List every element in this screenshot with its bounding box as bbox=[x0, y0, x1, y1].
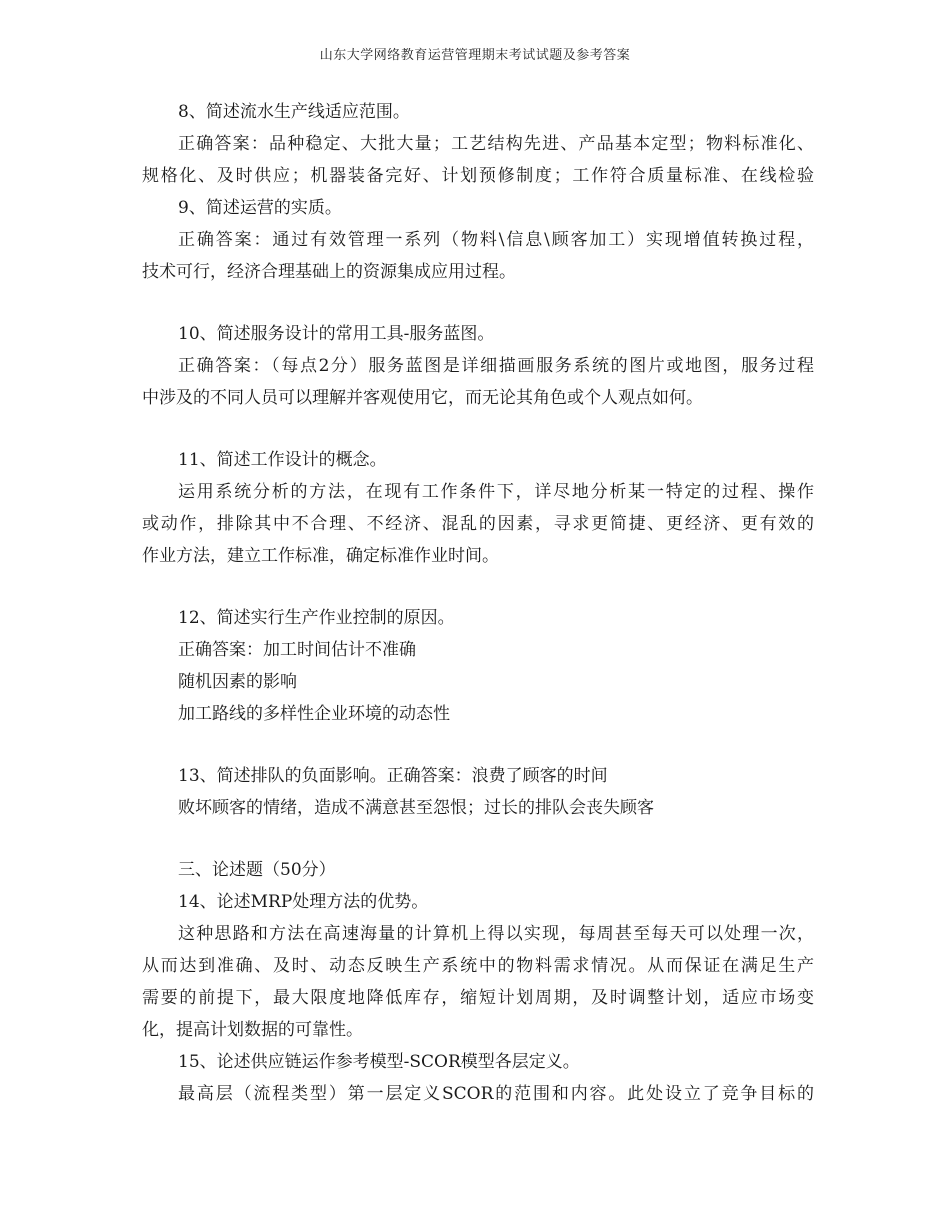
answer-9-line-2: 技术可行，经济合理基础上的资源集成应用过程。 bbox=[142, 262, 516, 282]
answer-14-line-1: 这种思路和方法在高速海量的计算机上得以实现，每周甚至每天可以处理一次， bbox=[178, 924, 814, 944]
answer-14-line-3: 需要的前提下，最大限度地降低库存，缩短计划周期，及时调整计划，适应市场变 bbox=[142, 988, 814, 1008]
answer-12-line-3: 加工路线的多样性企业环境的动态性 bbox=[178, 704, 450, 724]
page-header: 山东大学网络教育运营管理期末考试试题及参考答案 bbox=[319, 48, 631, 63]
question-11-title: 11、简述工作设计的概念。 bbox=[178, 450, 387, 470]
answer-12-line-1: 正确答案：加工时间估计不准确 bbox=[178, 640, 416, 660]
answer-10-line-1: 正确答案：（每点2分）服务蓝图是详细描画服务系统的图片或地图，服务过程 bbox=[178, 356, 814, 376]
answer-10-line-2: 中涉及的不同人员可以理解并客观使用它，而无论其角色或个人观点如何。 bbox=[142, 388, 703, 408]
question-10-title: 10、简述服务设计的常用工具-服务蓝图。 bbox=[178, 324, 495, 344]
paragraph-gap bbox=[142, 572, 814, 602]
answer-8-line-1: 正确答案：品种稳定、大批大量；工艺结构先进、产品基本定型；物料标准化、 bbox=[178, 134, 814, 154]
paragraph-gap bbox=[142, 730, 814, 760]
question-14-title: 14、论述MRP处理方法的优势。 bbox=[178, 892, 429, 912]
answer-12-line-2: 随机因素的影响 bbox=[178, 672, 297, 692]
answer-9-line-1: 正确答案：通过有效管理一系列（物料\信息\顾客加工）实现增值转换过程， bbox=[178, 230, 814, 250]
question-9-title: 9、简述运营的实质。 bbox=[178, 198, 342, 218]
question-12-title: 12、简述实行生产作业控制的原因。 bbox=[178, 608, 455, 628]
answer-14-line-4: 化，提高计划数据的可靠性。 bbox=[142, 1020, 363, 1040]
question-15-title: 15、论述供应链运作参考模型-SCOR模型各层定义。 bbox=[178, 1052, 580, 1072]
document-body bbox=[142, 96, 814, 1110]
paragraph-gap bbox=[142, 288, 814, 318]
answer-8-line-2: 规格化、及时供应；机器装备完好、计划预修制度；工作符合质量标准、在线检验 bbox=[142, 166, 814, 186]
paragraph-gap bbox=[142, 414, 814, 444]
question-8-title: 8、简述流水生产线适应范围。 bbox=[178, 102, 410, 122]
answer-14-line-2: 从而达到准确、及时、动态反映生产系统中的物料需求情况。从而保证在满足生产 bbox=[142, 956, 814, 976]
answer-15-line-1: 最高层（流程类型）第一层定义SCOR的范围和内容。此处设立了竞争目标的 bbox=[178, 1084, 814, 1104]
answer-11-line-1: 运用系统分析的方法，在现有工作条件下，详尽地分析某一特定的过程、操作 bbox=[178, 482, 814, 502]
answer-11-line-3: 作业方法，建立工作标准，确定标准作业时间。 bbox=[142, 546, 499, 566]
answer-13-line-1: 败坏顾客的情绪，造成不满意甚至怨恨；过长的排队会丧失顾客 bbox=[178, 798, 654, 818]
question-13-title: 13、简述排队的负面影响。正确答案：浪费了顾客的时间 bbox=[178, 766, 608, 786]
section-3-heading: 三、论述题（50分） bbox=[178, 860, 336, 880]
paragraph-gap bbox=[142, 824, 814, 854]
answer-11-line-2: 或动作，排除其中不合理、不经济、混乱的因素，寻求更简捷、更经济、更有效的 bbox=[142, 514, 814, 534]
